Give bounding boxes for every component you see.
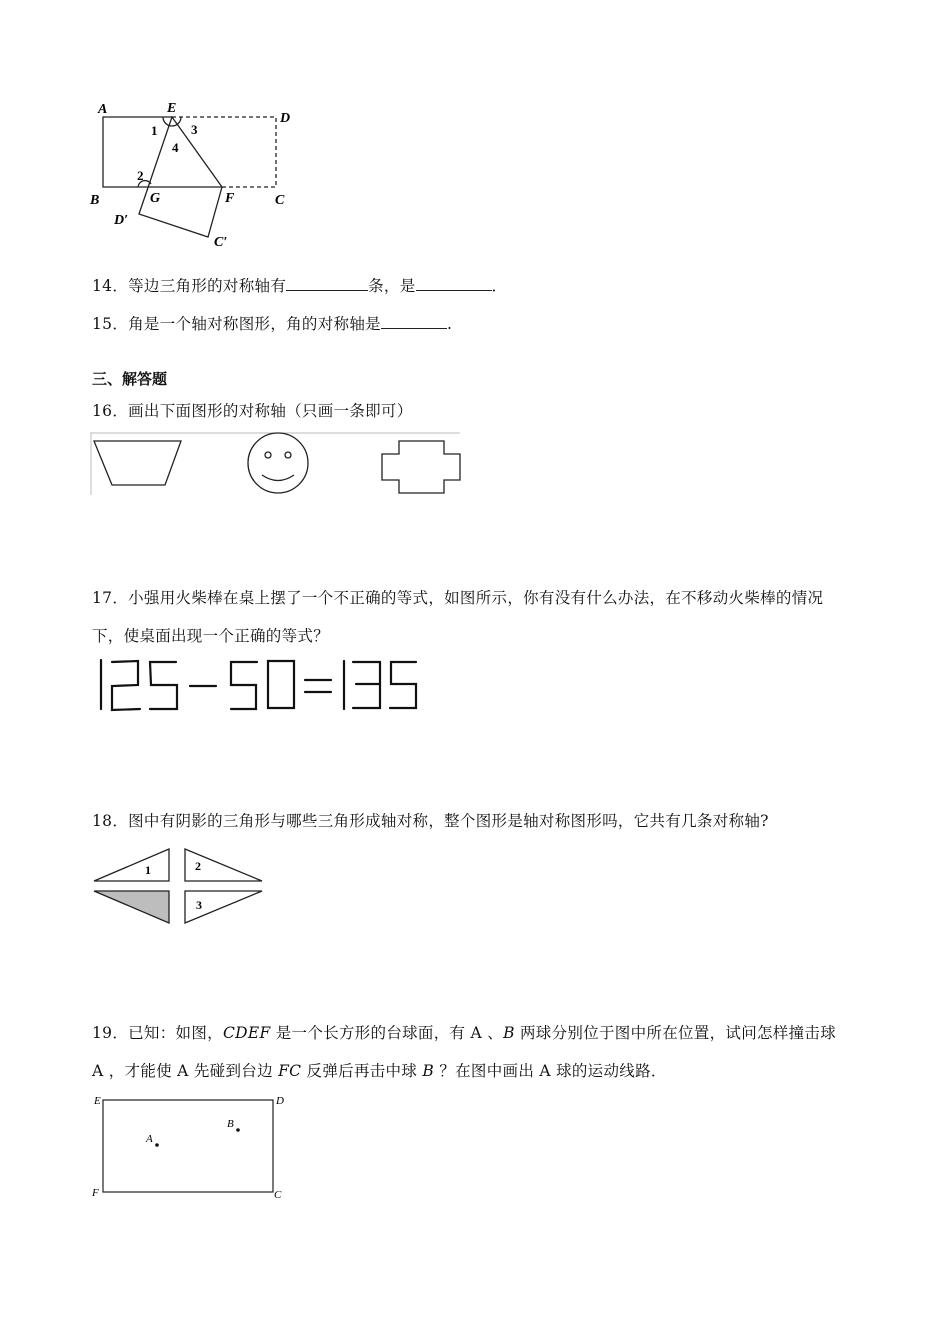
label-c: C bbox=[275, 193, 285, 208]
label-d-corner: D bbox=[276, 1095, 284, 1107]
question-19-line-2 bbox=[92, 1059, 667, 1081]
q14-blank-2 bbox=[416, 275, 492, 291]
question-16: 16．画出下面图形的对称轴（只画一条即可） bbox=[92, 402, 413, 420]
ball-b bbox=[236, 1128, 240, 1132]
ball-a bbox=[155, 1143, 159, 1147]
q19-l2-c: 反弹后再击中球 bbox=[301, 1062, 423, 1080]
folded-rectangle-figure bbox=[85, 95, 305, 255]
q14-text-b: 条，是 bbox=[368, 277, 416, 295]
q19-l1-d: B bbox=[503, 1024, 515, 1042]
triangle-label-2: 2 bbox=[195, 859, 201, 873]
table-rectangle bbox=[103, 1100, 273, 1192]
label-ball-a: A bbox=[146, 1133, 153, 1145]
angle-label-1: 1 bbox=[151, 123, 158, 138]
label-ball-b: B bbox=[227, 1118, 234, 1130]
equation-text-hidden: 125-50=135 bbox=[95, 700, 100, 701]
digit-5-third bbox=[390, 662, 416, 708]
digit-5-second bbox=[231, 662, 257, 709]
label-g: G bbox=[150, 191, 161, 206]
shaded-triangle bbox=[94, 891, 169, 923]
q19-l2-d: B bbox=[422, 1062, 435, 1080]
q14-text-c: ． bbox=[491, 277, 508, 295]
angle-label-2: 2 bbox=[137, 168, 144, 183]
smiley-right-eye bbox=[285, 452, 291, 458]
question-18: 18．图中有阴影的三角形与哪些三角形成轴对称，整个图形是轴对称图形吗，它共有几条对称轴? bbox=[92, 812, 769, 830]
cross-shape bbox=[382, 441, 460, 493]
q19-l2-b: FC bbox=[278, 1062, 302, 1080]
question-19-line-1 bbox=[92, 1021, 836, 1043]
triangle-1 bbox=[94, 849, 169, 881]
smiley-mouth bbox=[262, 475, 294, 481]
q14-blank-1 bbox=[286, 275, 368, 291]
q19-l1-b: CDEF bbox=[222, 1024, 271, 1042]
triangle-label-1: 1 bbox=[145, 863, 151, 877]
label-d-prime: D′ bbox=[114, 213, 129, 228]
label-e: E bbox=[167, 101, 177, 116]
smiley-left-eye bbox=[265, 452, 271, 458]
label-c-corner: C bbox=[274, 1189, 282, 1201]
question-15 bbox=[92, 312, 452, 334]
angle-label-3: 3 bbox=[191, 122, 198, 137]
q15-text-a: 15．角是一个轴对称图形，角的对称轴是 bbox=[92, 315, 381, 333]
q19-l2-e: ？在图中画出 A 球的运动线路． bbox=[434, 1062, 667, 1080]
label-f-corner: F bbox=[92, 1187, 99, 1199]
digit-5 bbox=[150, 662, 177, 709]
label-b: B bbox=[90, 193, 100, 208]
q16-shapes-figure bbox=[90, 430, 462, 498]
q19-l1-a: 19．已知：如图， bbox=[92, 1024, 223, 1042]
digit-0 bbox=[268, 661, 294, 708]
section-title: 三、解答题 bbox=[92, 370, 168, 388]
q15-text-c: . bbox=[446, 315, 453, 333]
triangle-label-3: 3 bbox=[196, 898, 202, 912]
q19-l1-c: 是一个长方形的台球面，有 A 、 bbox=[270, 1024, 504, 1042]
q19-l1-e: 两球分别位于图中所在位置，试问怎样撞击球 bbox=[514, 1024, 837, 1042]
q15-blank bbox=[381, 313, 447, 329]
label-e-corner: E bbox=[94, 1095, 101, 1107]
smiley-face-outline bbox=[248, 433, 308, 493]
label-f: F bbox=[225, 191, 235, 206]
triangles-figure bbox=[88, 843, 268, 933]
q14-text-a: 14．等边三角形的对称轴有 bbox=[92, 277, 287, 295]
question-14 bbox=[92, 274, 507, 296]
label-c-prime: C′ bbox=[214, 235, 228, 250]
label-d: D bbox=[280, 111, 291, 126]
q19-l2-a: A ，才能使 A 先碰到台边 bbox=[92, 1062, 279, 1080]
question-17-line-2: 下，使桌面出现一个正确的等式？ bbox=[92, 627, 330, 645]
trapezoid-shape bbox=[94, 441, 181, 485]
digit-2 bbox=[112, 661, 140, 710]
label-a: A bbox=[98, 102, 108, 117]
matchstick-equation bbox=[90, 650, 430, 720]
angle-label-4: 4 bbox=[172, 140, 179, 155]
question-17-line-1: 17．小强用火柴棒在桌上摆了一个不正确的等式，如图所示，你有没有什么办法，在不移动火柴棒的情况 bbox=[92, 589, 824, 607]
billiard-table-figure bbox=[88, 1090, 288, 1205]
dashed-rectangle-part bbox=[172, 117, 276, 187]
